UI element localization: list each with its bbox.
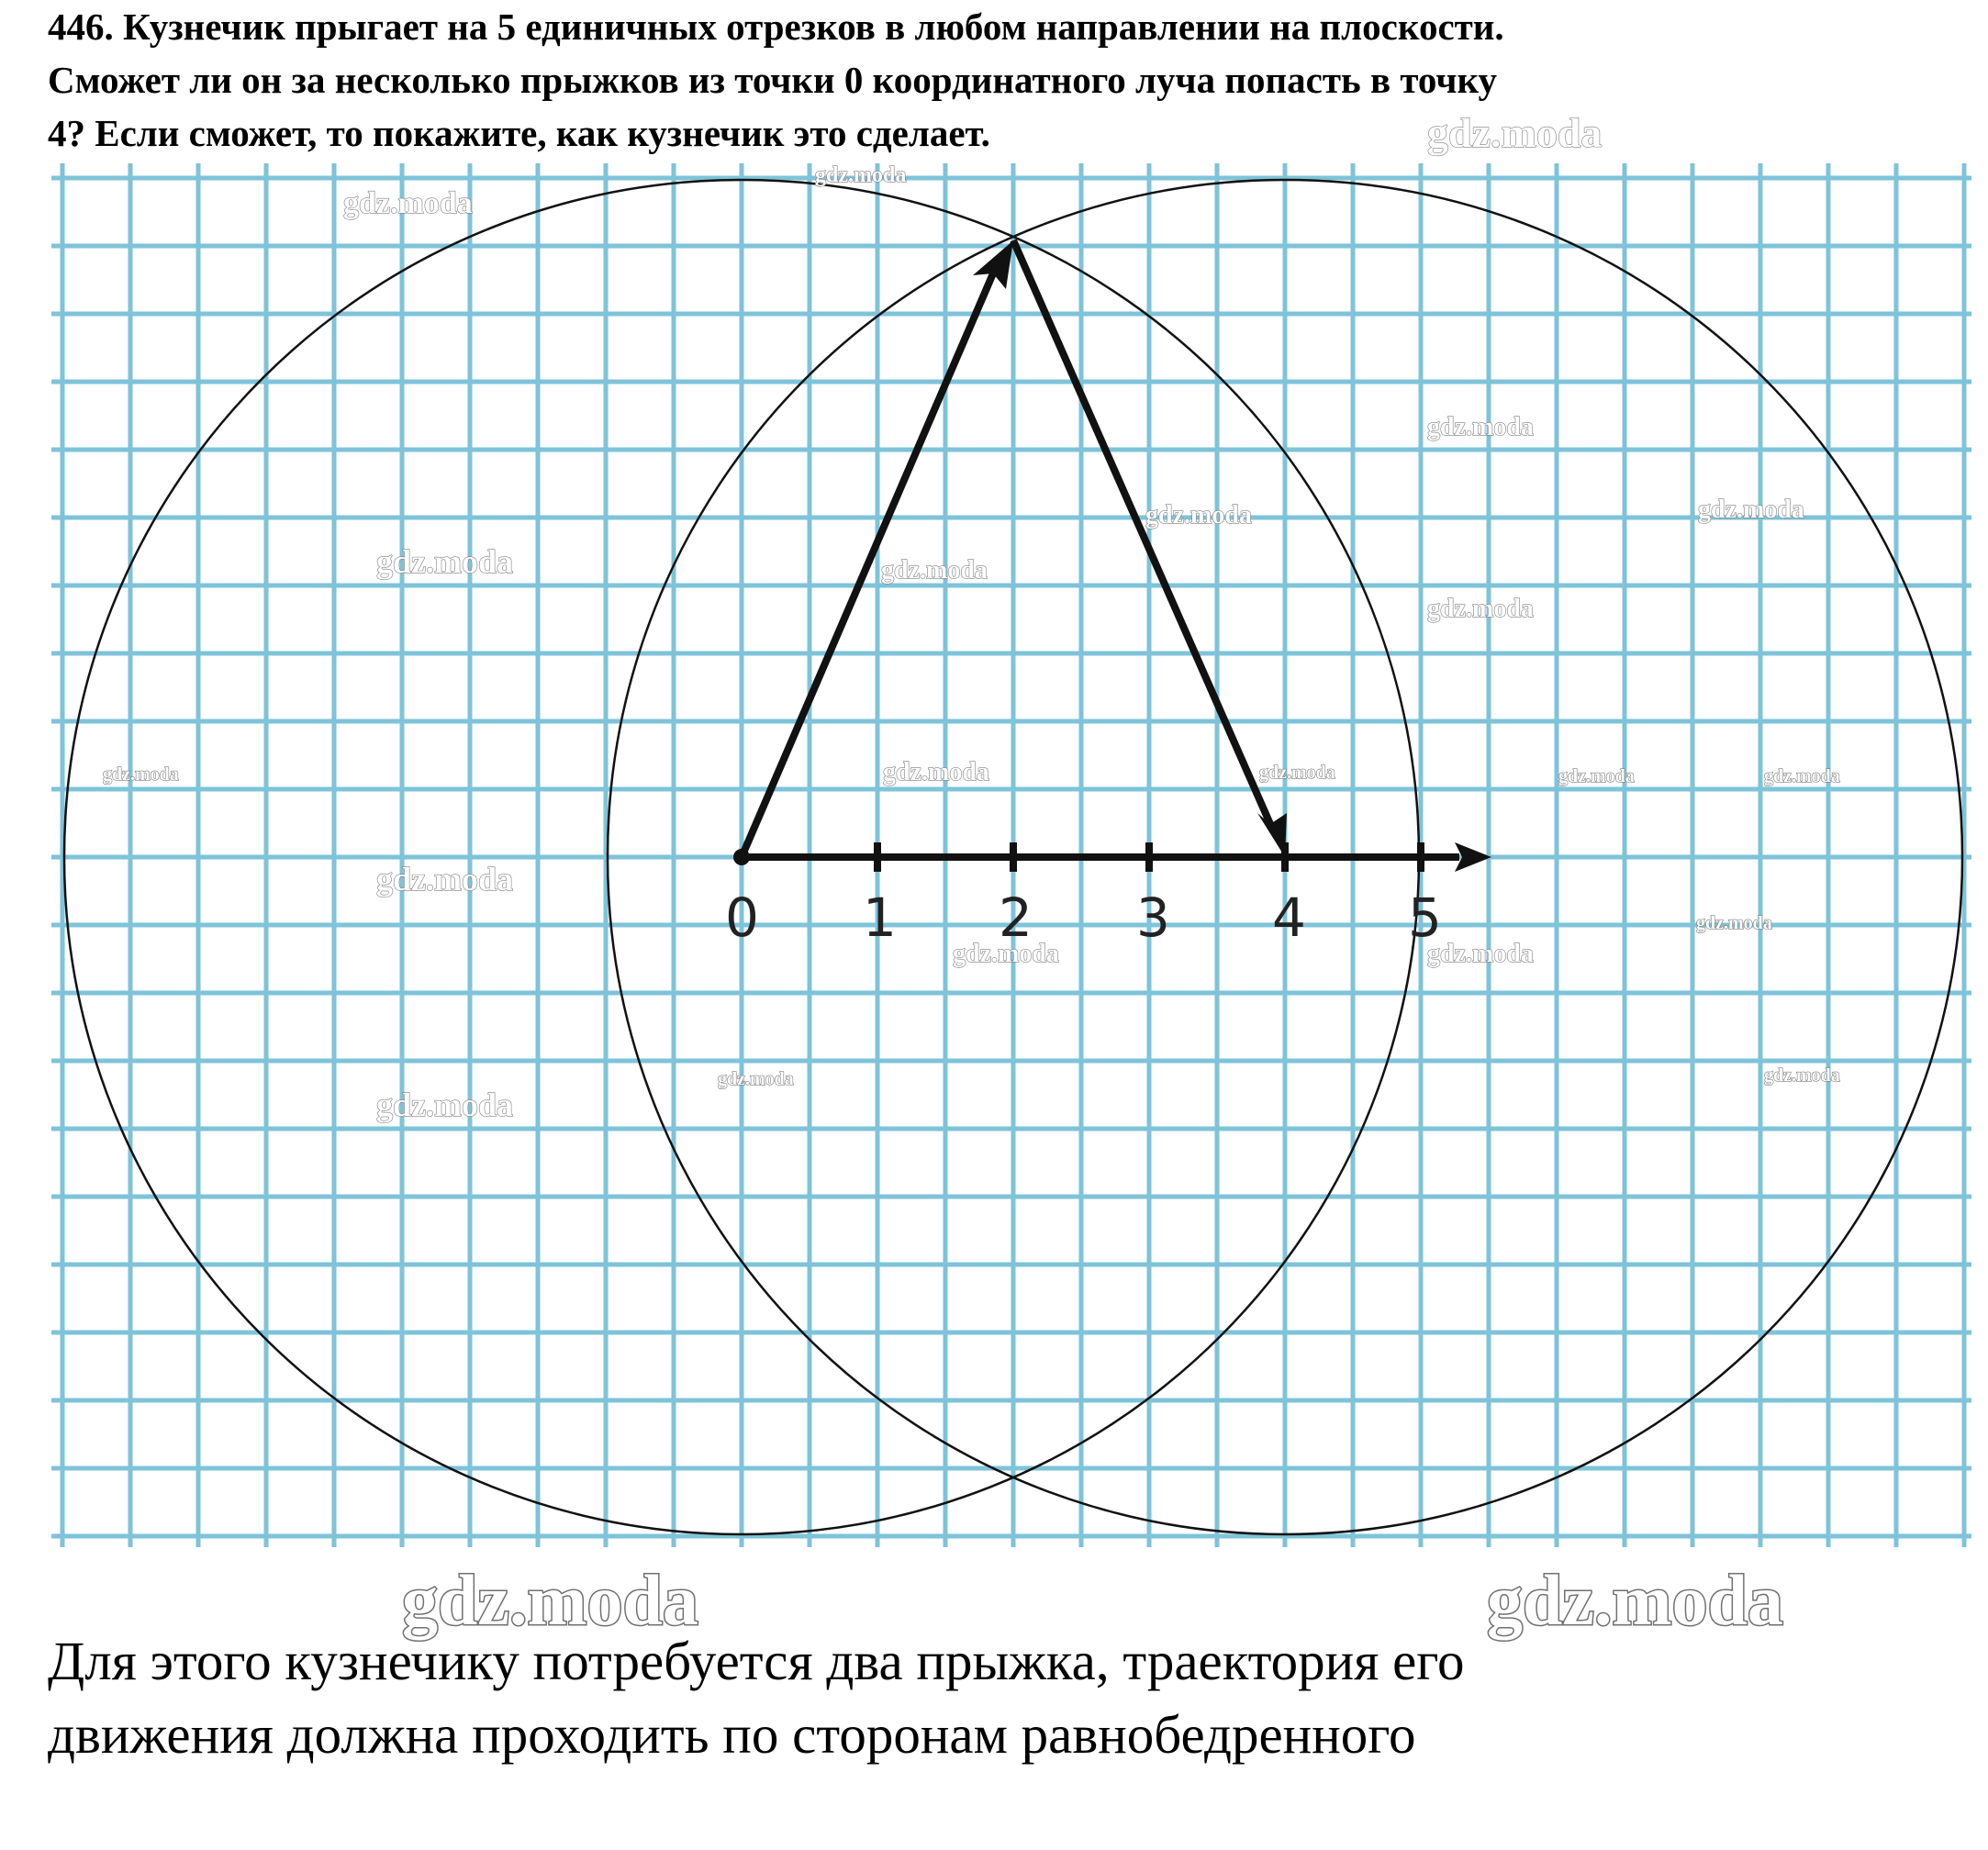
grid-paper bbox=[0, 110, 1971, 1547]
tick-label-0: 0 bbox=[725, 886, 759, 949]
watermark: gdz.moda bbox=[1558, 766, 1635, 786]
tick-label-1: 1 bbox=[863, 886, 897, 949]
watermark-large: gdz.moda bbox=[1487, 1560, 1783, 1640]
watermark-large: gdz.moda bbox=[402, 1560, 698, 1640]
watermark: gdz.moda bbox=[1427, 940, 1534, 968]
watermark: gdz.moda bbox=[1427, 595, 1534, 623]
problem-line-2: Сможет ли он за несколько прыжков из точки 0 координатного луча попасть в точку bbox=[48, 59, 1498, 101]
watermark: gdz.moda bbox=[1145, 501, 1252, 529]
answer-text bbox=[48, 1624, 1957, 1771]
watermark: gdz.moda bbox=[103, 764, 179, 785]
watermark: gdz.moda bbox=[376, 861, 514, 897]
watermark: gdz.moda bbox=[1259, 763, 1335, 783]
answer-line-2: движения должна проходить по сторонам равнобедренного bbox=[48, 1704, 1416, 1765]
tick-label-4: 4 bbox=[1272, 886, 1306, 949]
watermark: gdz.moda bbox=[881, 556, 988, 585]
problem-line-1: 446. Кузнечик прыгает на 5 единичных отрезков в любом направлении на плоскости. bbox=[48, 6, 1504, 48]
watermark: gdz.moda bbox=[1427, 413, 1534, 441]
watermark: gdz.moda bbox=[815, 163, 907, 187]
tick-label-3: 3 bbox=[1136, 886, 1170, 949]
watermark: gdz.moda bbox=[1764, 1065, 1840, 1086]
watermark: gdz.moda bbox=[718, 1069, 794, 1089]
watermark: gdz.moda bbox=[376, 543, 514, 580]
tick-label-5: 5 bbox=[1408, 886, 1442, 949]
watermark: gdz.moda bbox=[1696, 913, 1772, 933]
problem-line-3: 4? Если сможет, то покажите, как кузнечик это сделает. bbox=[48, 112, 990, 154]
watermark: gdz.moda bbox=[883, 758, 989, 786]
watermark: gdz.moda bbox=[1764, 766, 1840, 786]
tick-label-2: 2 bbox=[999, 886, 1033, 949]
watermark: gdz.moda bbox=[953, 940, 1059, 968]
watermark: gdz.moda bbox=[343, 186, 473, 220]
watermark: gdz.moda bbox=[1427, 109, 1603, 156]
answer-line-1: Для этого кузнечику потребуется два прыжка, траектория его bbox=[48, 1631, 1465, 1691]
watermark: gdz.moda bbox=[1698, 496, 1804, 524]
watermark: gdz.moda bbox=[376, 1087, 514, 1123]
